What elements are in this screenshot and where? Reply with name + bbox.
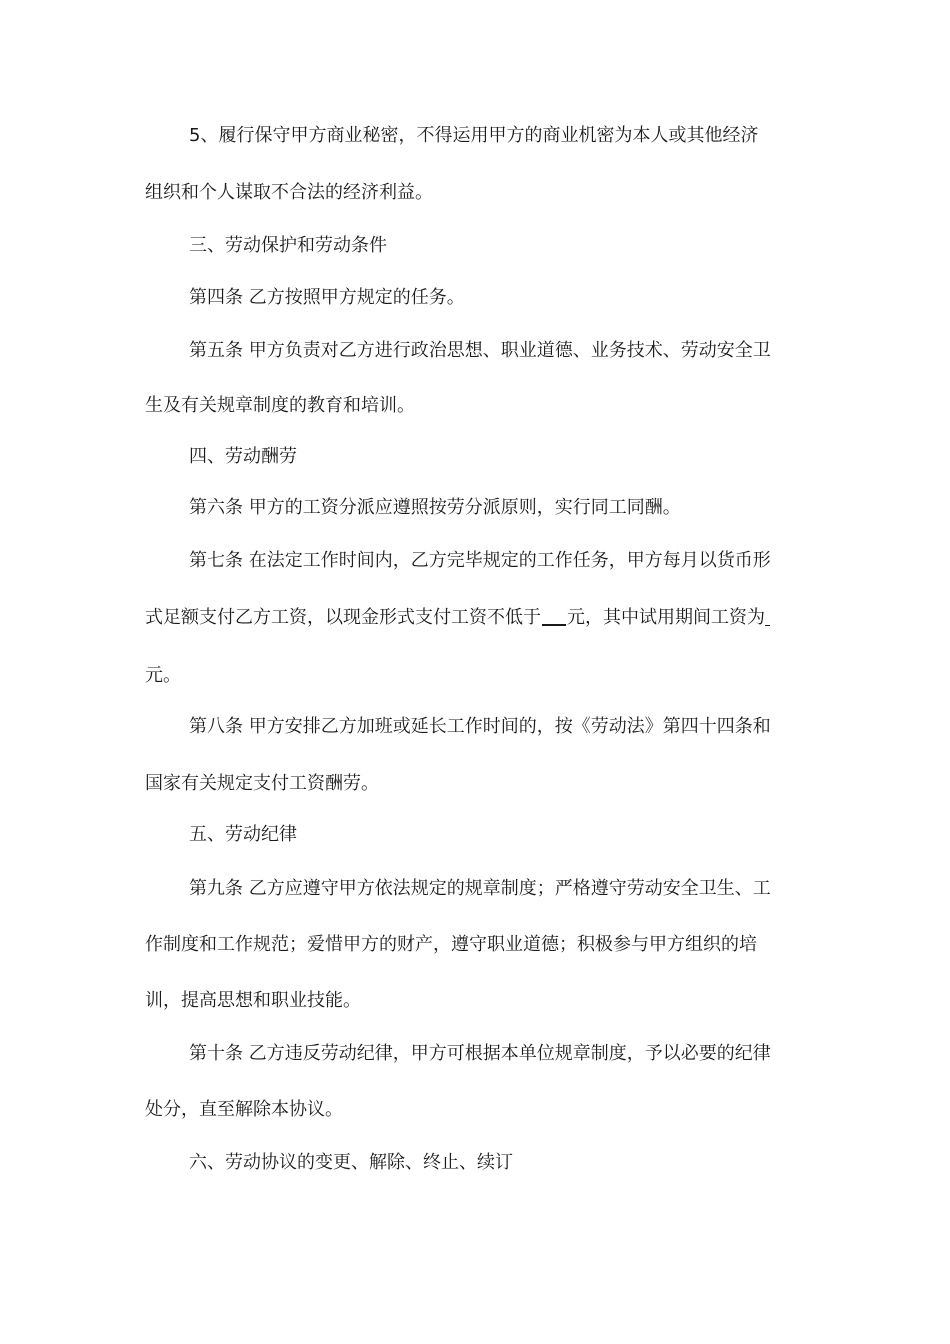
section-5-heading: 五、劳动纪律	[189, 824, 297, 845]
clause-5-line-1: 5、履行保守甲方商业秘密，不得运用甲方的商业机密为本人或其他经济	[189, 125, 759, 146]
article-5-line-2: 生及有关规章制度的教育和培训。	[145, 395, 415, 416]
article-9-line-3: 训，提高思想和职业技能。	[145, 990, 361, 1011]
article-8-line-2: 国家有关规定支付工资酬劳。	[145, 773, 379, 794]
article-9-line-2: 作制度和工作规范；爱惜甲方的财产，遵守职业道德；积极参与甲方组织的培	[145, 934, 757, 955]
article-7-line-2-part-2: 元，其中试用期间工资为	[567, 607, 765, 628]
article-9-line-1: 第九条 乙方应遵守甲方依法规定的规章制度；严格遵守劳动安全卫生、工	[189, 878, 771, 899]
clause-5-line-2: 组织和个人谋取不合法的经济利益。	[145, 182, 433, 203]
amount-blank	[542, 606, 566, 626]
article-7-line-3: 元。	[145, 665, 181, 686]
article-10-line-1: 第十条 乙方违反劳动纪律，甲方可根据本单位规章制度，予以必要的纪律	[189, 1043, 771, 1064]
section-6-heading: 六、劳动协议的变更、解除、终止、续订	[189, 1152, 513, 1173]
probation-amount-blank	[765, 607, 770, 626]
article-7-line-1: 第七条 在法定工作时间内，乙方完毕规定的工作任务，甲方每月以货币形	[189, 550, 771, 571]
section-4-heading: 四、劳动酬劳	[189, 446, 297, 467]
article-6: 第六条 甲方的工资分派应遵照按劳分派原则，实行同工同酬。	[189, 497, 681, 518]
article-7-line-2	[145, 605, 815, 631]
section-3-heading: 三、劳动保护和劳动条件	[189, 235, 387, 256]
article-10-line-2: 处分，直至解除本协议。	[145, 1099, 343, 1120]
article-7-line-2-part-1: 式足额支付乙方工资，以现金形式支付工资不低于	[145, 607, 541, 628]
article-8-line-1: 第八条 甲方安排乙方加班或延长工作时间的，按《劳动法》第四十四条和	[189, 716, 771, 737]
article-4: 第四条 乙方按照甲方规定的任务。	[189, 287, 465, 308]
article-5-line-1: 第五条 甲方负责对乙方进行政治思想、职业道德、业务技术、劳动安全卫	[189, 340, 771, 361]
